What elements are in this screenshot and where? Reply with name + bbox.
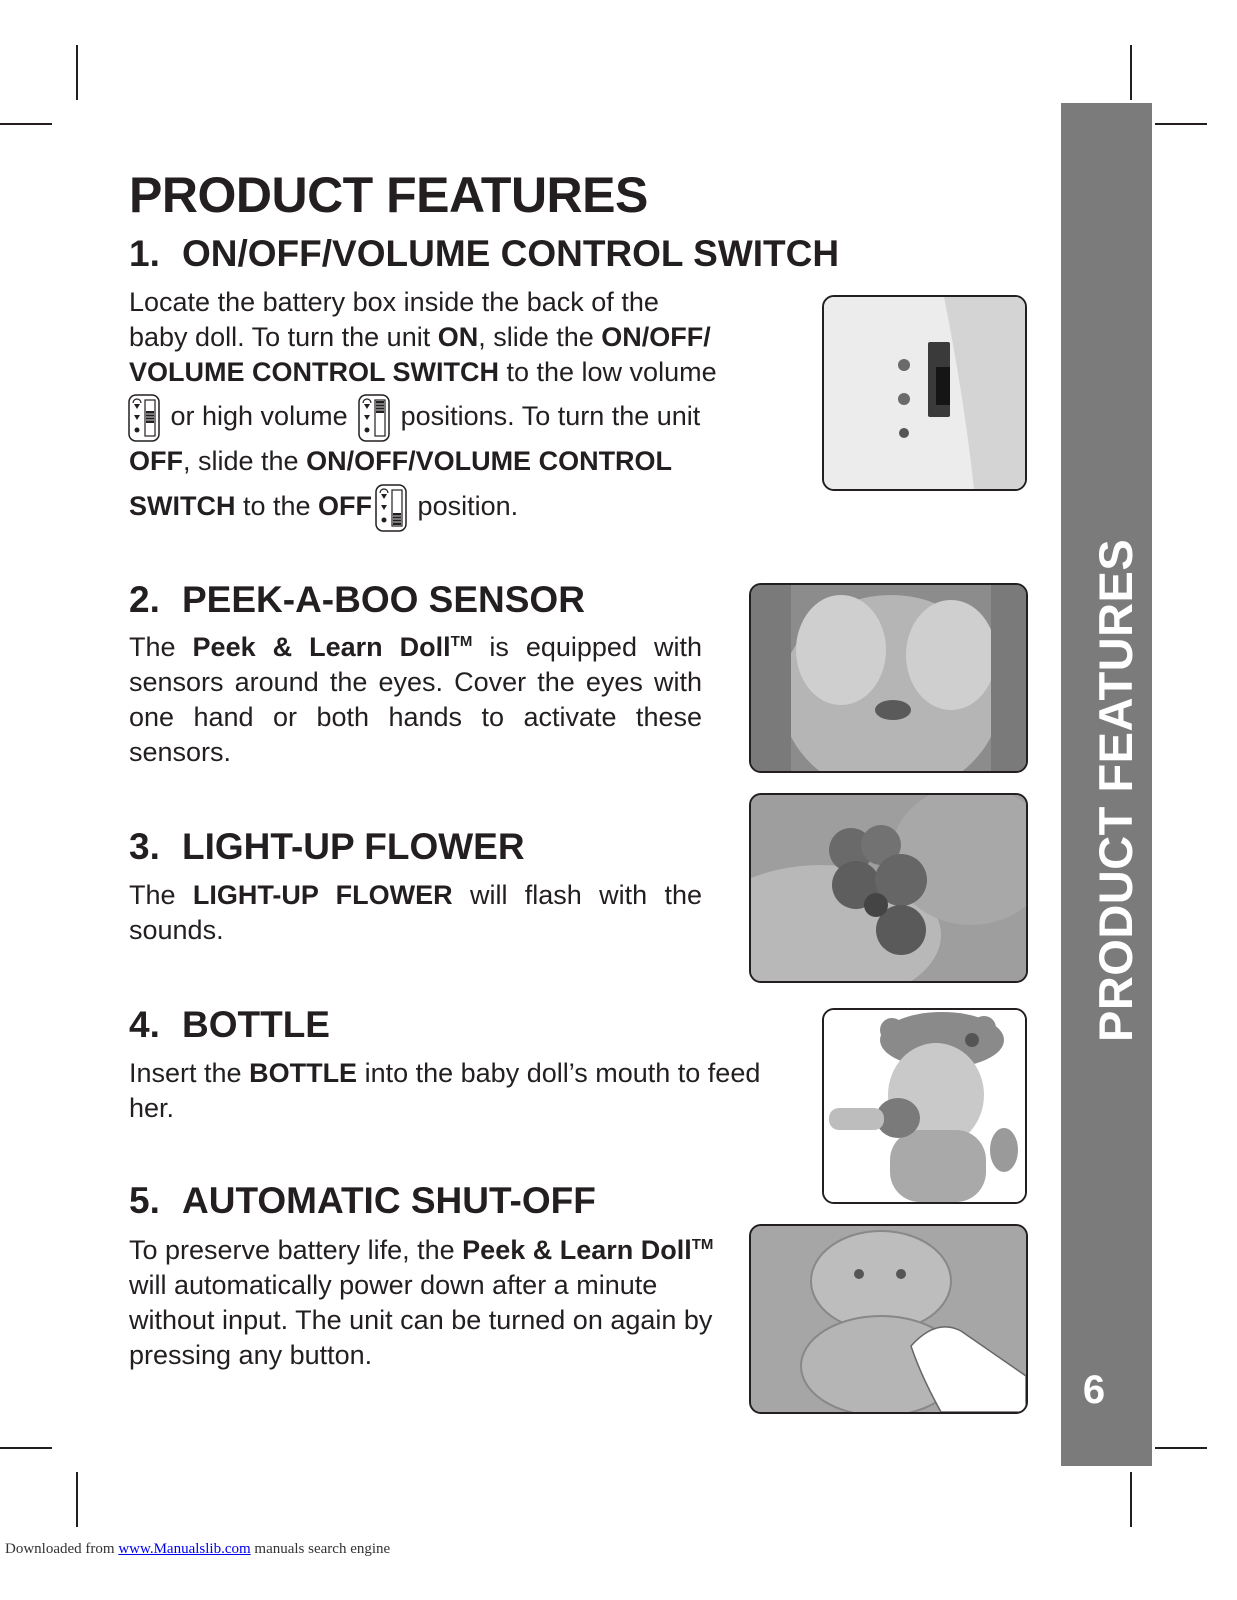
section-heading-bottle — [129, 1004, 330, 1046]
section-heading-flower — [129, 826, 525, 868]
section-heading-switch — [129, 233, 839, 275]
section-heading-sensor — [129, 579, 585, 621]
crop-mark — [1155, 123, 1207, 125]
trademark: TM — [450, 633, 473, 650]
text: baby doll. To turn the unit — [129, 322, 438, 352]
section-heading-shutoff — [129, 1180, 596, 1222]
text-bold: BOTTLE — [249, 1058, 358, 1088]
section-title: LIGHT-UP FLOWER — [182, 826, 525, 867]
text: The — [129, 632, 193, 662]
text: The — [129, 880, 193, 910]
text: To preserve battery life, the — [129, 1235, 463, 1265]
text: , slide the — [478, 322, 602, 352]
footer-prefix: Downloaded from — [5, 1541, 119, 1557]
text-bold: ON — [437, 322, 479, 352]
crop-mark — [76, 1472, 78, 1527]
trademark: TM — [691, 1236, 714, 1253]
crop-mark — [0, 123, 52, 125]
text: Insert the — [129, 1058, 250, 1088]
text: position. — [410, 491, 519, 521]
section-number: 4. — [129, 1004, 160, 1045]
manualslib-link[interactable]: www.Manualslib.com — [118, 1541, 251, 1557]
page-number: 6 — [1082, 1368, 1106, 1412]
text-bold: ON/OFF/ — [601, 322, 711, 352]
crop-mark — [1130, 1472, 1132, 1527]
text-bold: VOLUME CONTROL SWITCH — [129, 357, 499, 387]
text-bold: Peek & Learn Doll — [462, 1235, 692, 1265]
section-text-switch — [129, 285, 809, 532]
section-title: AUTOMATIC SHUT-OFF — [182, 1180, 596, 1221]
high-volume-switch-icon — [358, 394, 390, 442]
text-bold: OFF — [129, 446, 183, 476]
section-title: ON/OFF/VOLUME CONTROL SWITCH — [182, 233, 840, 274]
crop-mark — [1155, 1447, 1207, 1449]
peek-a-boo-photo — [749, 583, 1028, 773]
section-text-flower — [129, 878, 702, 948]
text: , slide the — [183, 446, 307, 476]
section-title: BOTTLE — [182, 1004, 330, 1045]
text-bold: OFF — [318, 491, 373, 521]
off-switch-icon — [375, 484, 407, 532]
flower-photo — [749, 793, 1028, 983]
section-number: 3. — [129, 826, 160, 867]
text: to the low volume — [498, 357, 717, 387]
crop-mark — [76, 45, 78, 100]
footer-suffix: manuals search engine — [250, 1541, 391, 1557]
section-title: PEEK-A-BOO SENSOR — [182, 579, 585, 620]
text: will automatically power down after a minute without input. The unit can be turned on again by pressing any button. — [129, 1270, 713, 1370]
text: positions. To turn the unit — [393, 401, 701, 431]
text-bold: SWITCH — [129, 491, 236, 521]
section-text-bottle — [129, 1056, 769, 1126]
text: to the — [235, 491, 319, 521]
text: will flash with the sounds. — [129, 880, 702, 945]
section-number: 5. — [129, 1180, 160, 1221]
page-title: PRODUCT FEATURES — [129, 167, 648, 223]
section-number: 1. — [129, 233, 160, 274]
section-number: 2. — [129, 579, 160, 620]
text: is equipped with sensors around the eyes. Cover the eyes with one hand or both hands to activate these sensors. — [129, 632, 702, 767]
text: into the baby doll’s mouth to feed her. — [129, 1058, 761, 1123]
bottle-photo — [822, 1008, 1027, 1204]
text: or high volume — [163, 401, 356, 431]
side-tab-title: PRODUCT FEATURES — [1089, 538, 1142, 1042]
text-bold: LIGHT-UP FLOWER — [192, 880, 453, 910]
download-footer — [5, 1541, 390, 1558]
crop-mark — [1130, 45, 1132, 100]
low-volume-switch-icon — [128, 394, 160, 442]
text-bold: Peek & Learn Doll — [192, 632, 451, 662]
section-text-sensor — [129, 630, 702, 770]
press-button-photo — [749, 1224, 1028, 1414]
crop-mark — [0, 1447, 52, 1449]
section-text-shutoff — [129, 1233, 714, 1373]
text-bold: ON/OFF/VOLUME CONTROL — [306, 446, 673, 476]
switch-photo — [822, 295, 1027, 491]
text: Locate the battery box inside the back of the — [129, 287, 659, 317]
